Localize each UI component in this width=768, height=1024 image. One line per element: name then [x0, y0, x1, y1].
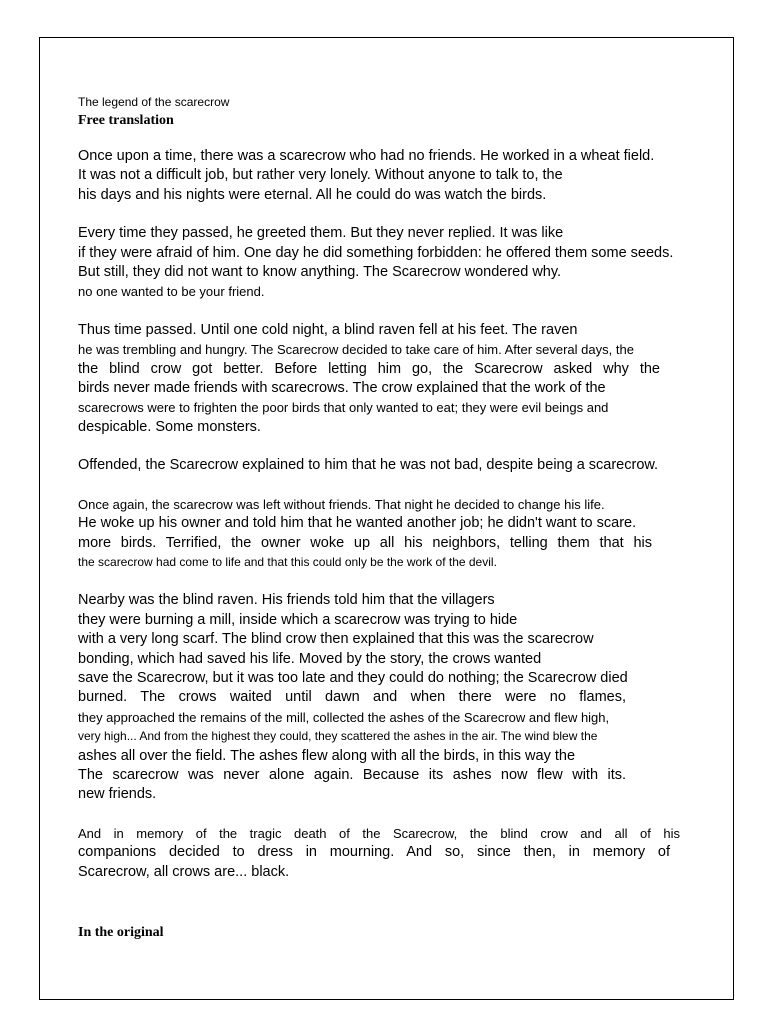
text-line: Once again, the scarecrow was left without friends. That night he decided to change his life.	[78, 496, 605, 512]
section-heading-free-translation: Free translation	[78, 113, 174, 128]
text-line: He woke up his owner and told him that he wanted another job; he didn't want to scare.	[78, 515, 637, 532]
text-line: The scarecrow was never alone again. Because its ashes now flew with its.	[78, 766, 626, 783]
text-line: very high... And from the highest they could, they scattered the ashes in the air. The wind blew the	[78, 729, 598, 744]
text-line: they approached the remains of the mill, collected the ashes of the Scarecrow and flew high,	[78, 709, 610, 725]
text-line: Once upon a time, there was a scarecrow who had no friends. He worked in a wheat field.	[78, 148, 655, 164]
text-line: if they were afraid of him. One day he did something forbidden: he offered them some seeds.	[78, 244, 674, 261]
text-line: It was not a difficult job, but rather very lonely. Without anyone to talk to, the	[78, 167, 563, 184]
document-body	[78, 94, 708, 882]
text-line: save the Scarecrow, but it was too late and they could do nothing; the Scarecrow died	[78, 669, 628, 686]
section-heading-in-the-original: In the original	[78, 925, 164, 940]
paragraph	[78, 456, 708, 475]
text-line: no one wanted to be your friend.	[78, 284, 265, 300]
text-line: with a very long scarf. The blind crow then explained that this was the scarecrow	[78, 631, 594, 648]
text-line: Every time they passed, he greeted them. But they never replied. It was like	[78, 225, 564, 242]
text-line: But still, they did not want to know anything. The Scarecrow wondered why.	[78, 264, 562, 281]
paragraph	[78, 224, 708, 302]
text-line: And in memory of the tragic death of the Scarecrow, the blind crow and all of his	[78, 825, 680, 841]
document-subtitle: The legend of the scarecrow	[78, 95, 230, 109]
text-line: companions decided to dress in mourning. And so, since then, in memory of	[78, 844, 670, 861]
paragraph	[78, 495, 708, 573]
text-line: new friends.	[78, 786, 157, 803]
text-line: he was trembling and hungry. The Scarecrow decided to take care of him. After several days, the	[78, 342, 634, 358]
text-line: his days and his nights were eternal. All he could do was watch the birds.	[78, 186, 547, 203]
text-line: Thus time passed. Until one cold night, a blind raven fell at his feet. The raven	[78, 321, 578, 338]
paragraph	[78, 824, 708, 882]
text-line: birds never made friends with scarecrows. The crow explained that the work of the	[78, 380, 606, 397]
document-page	[39, 37, 734, 1000]
text-line: Scarecrow, all crows are... black.	[78, 863, 290, 880]
text-line: bonding, which had saved his life. Moved by the story, the crows wanted	[78, 650, 542, 667]
paragraph	[78, 147, 708, 205]
text-line: Offended, the Scarecrow explained to him that he was not bad, despite being a scarecrow.	[78, 457, 659, 474]
text-line: the blind crow got better. Before letting him go, the Scarecrow asked why the	[78, 360, 660, 377]
paragraph	[78, 591, 708, 804]
text-line: they were burning a mill, inside which a scarecrow was trying to hide	[78, 611, 518, 628]
text-line: scarecrows were to frighten the poor birds that only wanted to eat; they were evil beings and	[78, 400, 609, 416]
text-line: the scarecrow had come to life and that this could only be the work of the devil.	[78, 554, 497, 569]
text-line: more birds. Terrified, the owner woke up all his neighbors, telling them that his	[78, 534, 652, 551]
text-line: Nearby was the blind raven. His friends told him that the villagers	[78, 592, 495, 609]
text-line: despicable. Some monsters.	[78, 418, 261, 435]
text-line: burned. The crows waited until dawn and when there were no flames,	[78, 689, 626, 706]
text-line: ashes all over the field. The ashes flew along with all the birds, in this way the	[78, 747, 576, 764]
paragraph	[78, 321, 708, 437]
